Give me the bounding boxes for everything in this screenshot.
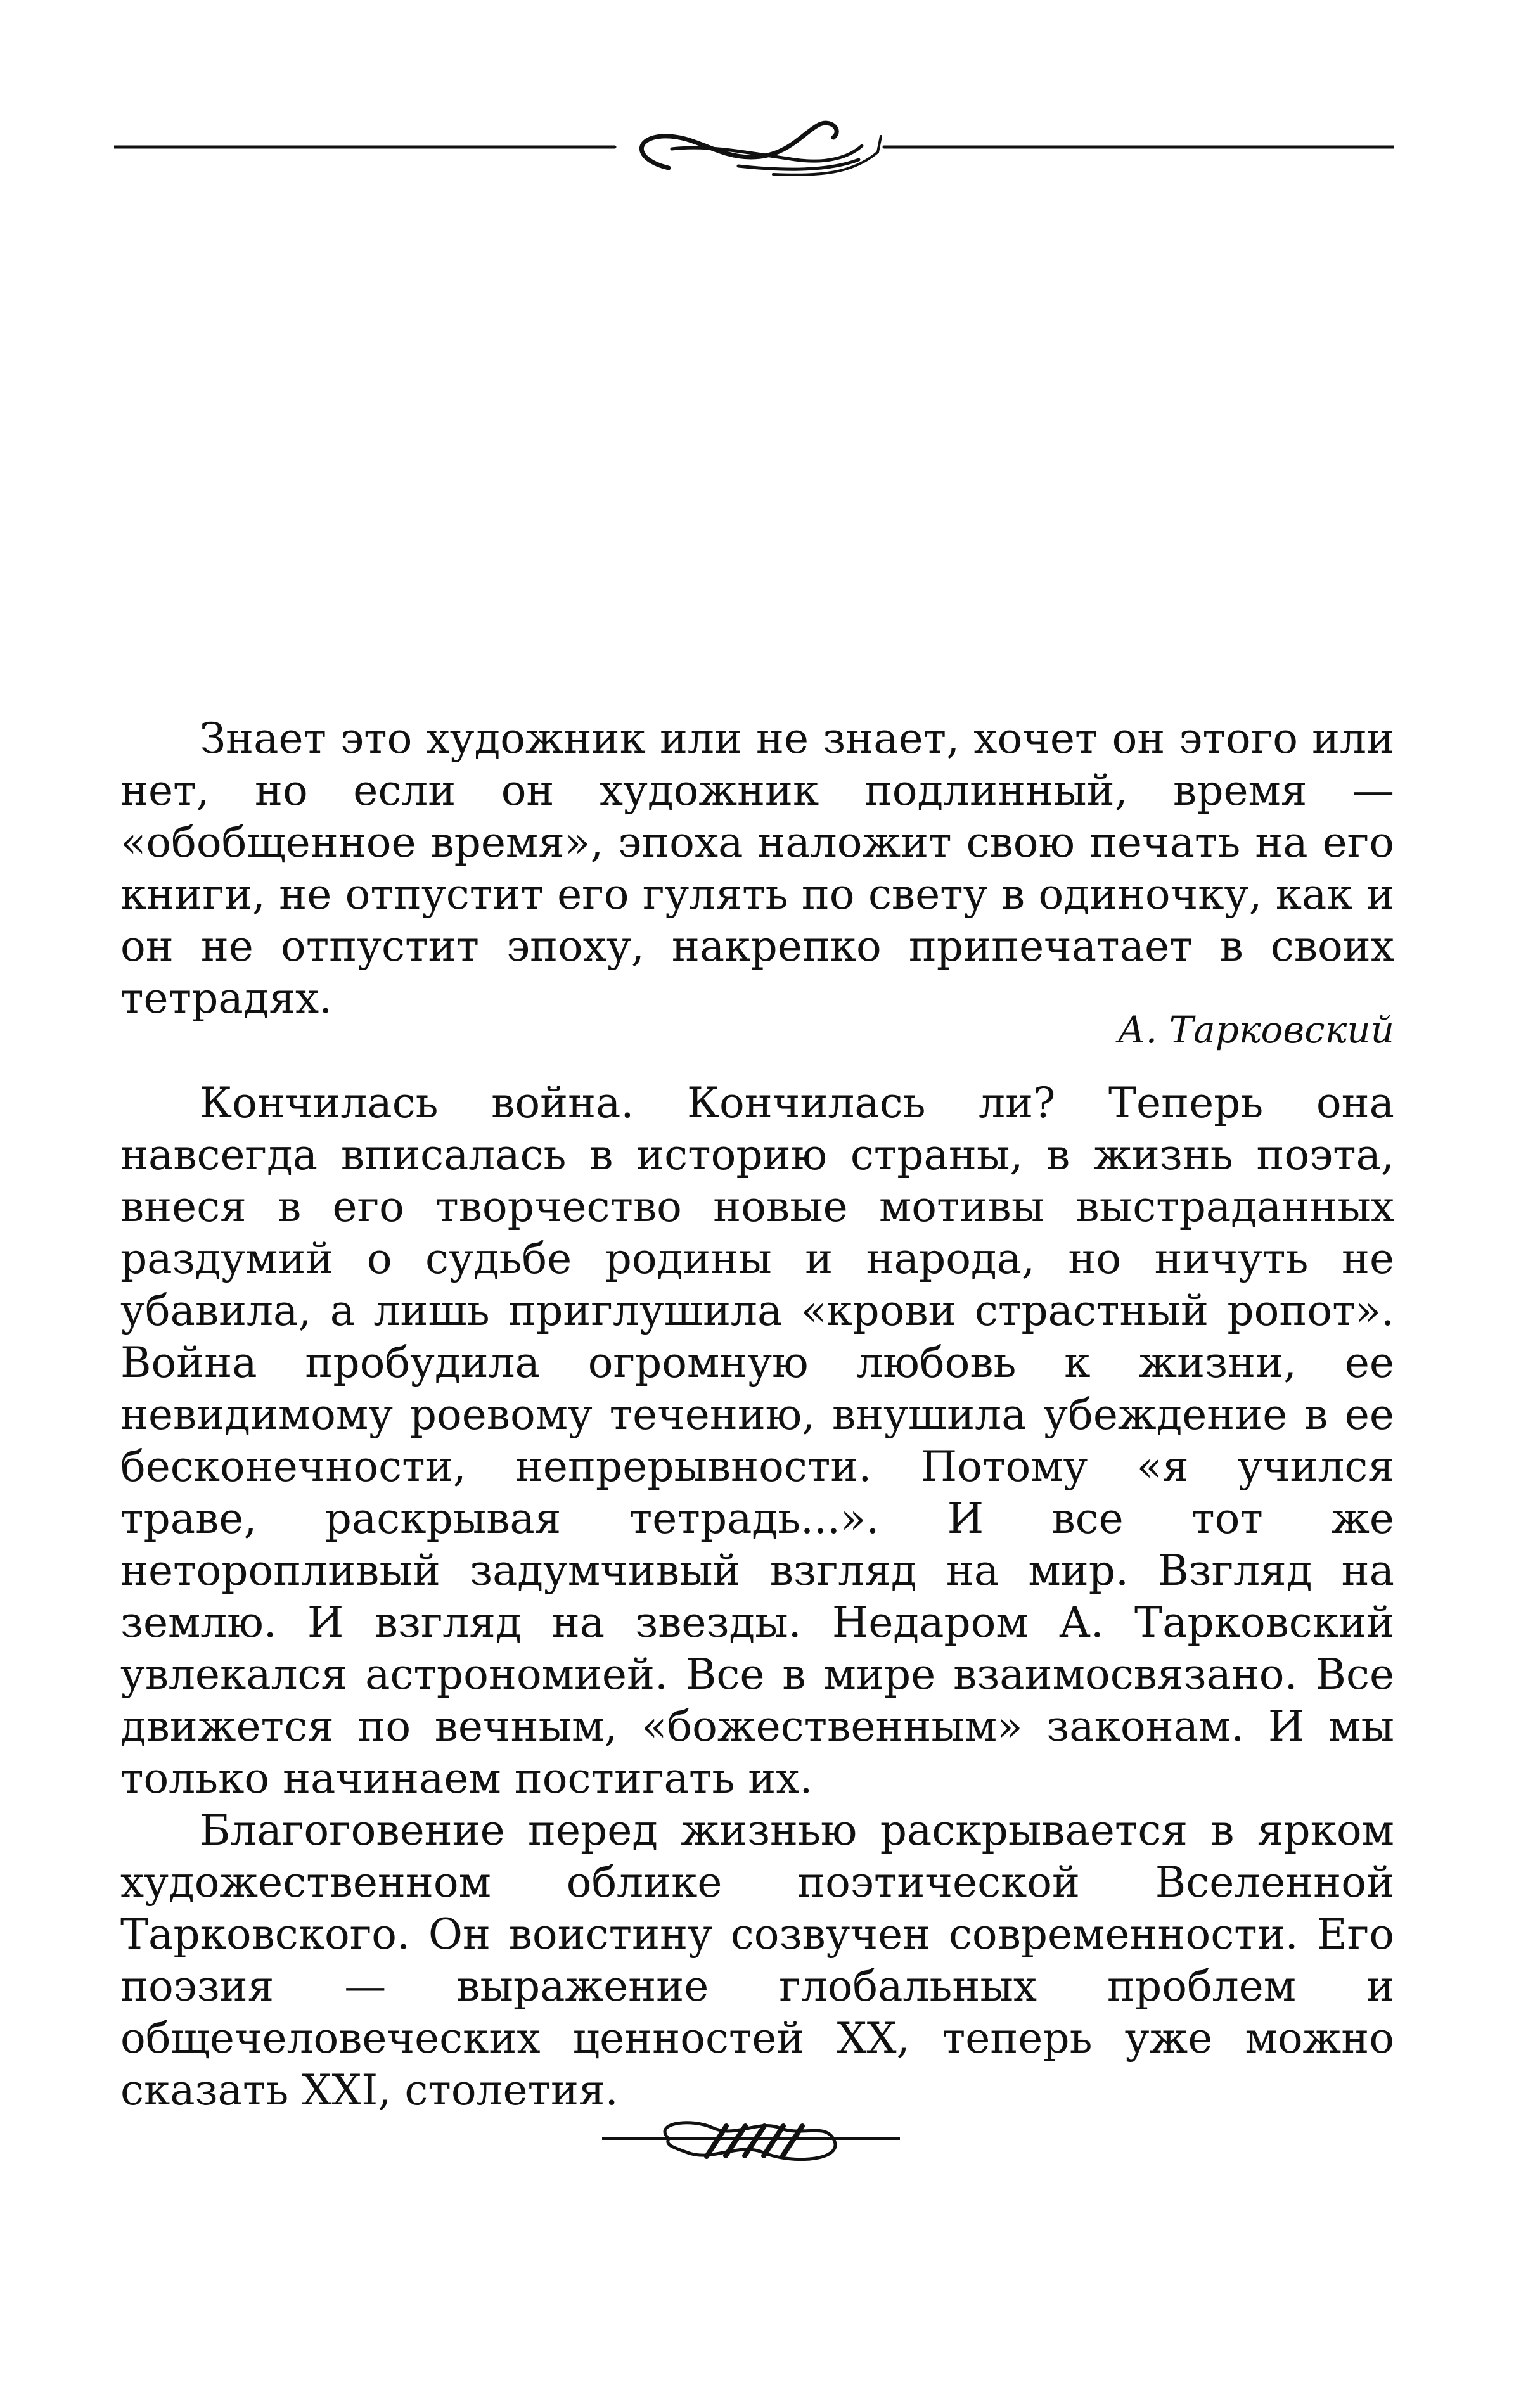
epigraph	[120, 713, 1394, 1025]
epigraph-attribution: А. Тарковский	[1117, 1008, 1394, 1051]
body-text	[120, 1077, 1394, 2117]
twisted-rope-ornament-icon	[602, 2110, 900, 2174]
paragraph-2: Благоговение перед жизнью раскрывается в ярком художественном облике поэтической Вселенной Тарковского. Он воистину созвучен современности. Его поэзия — выражение глобальных проблем и общечеловеческих ценностей XX, теперь уже можно сказать XXI, столетия.	[120, 1806, 1394, 2115]
flourish-divider-icon	[114, 108, 1394, 184]
paragraph-1: Кончилась война. Кончилась ли? Теперь она навсегда вписалась в историю страны, в жизнь поэта, внеся в его творчество новые мотивы выстраданных раздумий о судьбе родины и народа, но ничуть не убавила, а лишь приглушила «крови страстный ропот». Война пробудила огромную любовь к жизни, ее невидимому роевому течению, внушила убеждение в ее бесконечности, непрерывности. Потому «я учился траве, раскрывая тетрадь...». И все тот же неторопливый задумчивый взгляд на мир. Взгляд на землю. И взгляд на звезды. Недаром А. Тарковский увлекался астрономией. Все в мире взаимосвязано. Все движется по вечным, «божественным» законам. И мы только начинаем постигать их.	[120, 1079, 1394, 1803]
epigraph-text: Знает это художник или не знает, хочет он этого или нет, но если он художник подлинный, время — «обобщенное время», эпоха наложит свою печать на его книги, не отпустит его гулять по свету в одиночку, как и он не отпустит эпоху, накрепко припечатает в своих тетрадях.	[120, 714, 1394, 1023]
